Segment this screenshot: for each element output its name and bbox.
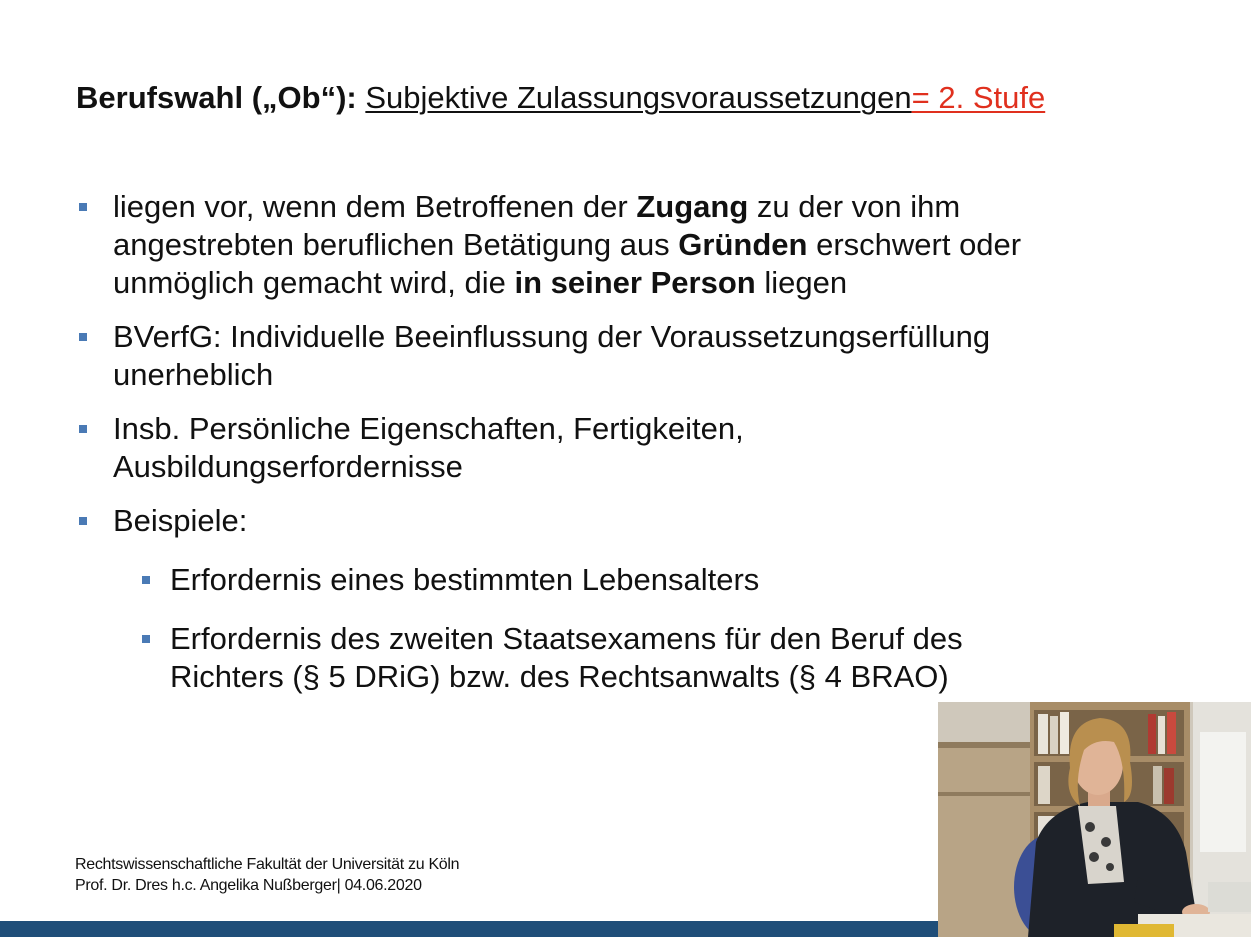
bullet-text: Erfordernis eines bestimmten Lebensalters (170, 562, 760, 597)
bullet-marker-icon (79, 425, 87, 433)
bullet-marker-icon (142, 635, 150, 643)
bullet-text: erschwert oder (807, 227, 1022, 262)
bullet-marker-icon (79, 203, 87, 211)
bullet-item (113, 188, 1021, 302)
bullet-text: BVerfG: Individuelle Beeinflussung der Voraussetzungserfüllung (113, 319, 991, 354)
presenter-webcam (938, 702, 1251, 937)
bullet-text-line (113, 264, 1021, 302)
bullet-emphasis: Gründen (678, 227, 808, 262)
bullet-text: Beispiele: (113, 503, 248, 538)
slide-footer (75, 854, 459, 896)
bullet-marker-icon (142, 576, 150, 584)
footer-faculty: Rechtswissenschaftliche Fakultät der Universität zu Köln (75, 856, 460, 873)
bullet-text-line (113, 188, 1021, 226)
bullet-emphasis: in seiner Person (514, 265, 756, 300)
bullet-text: angestrebten beruflichen Betätigung aus (113, 227, 679, 262)
bullet-text: unerheblich (113, 357, 274, 392)
title-bold-part: Berufswahl („Ob“): (76, 80, 357, 115)
footer-author-date: Prof. Dr. Dres h.c. Angelika Nußberger| 04.06.2020 (75, 877, 422, 894)
title-underlined-part: Subjektive Zulassungsvoraussetzungen (365, 80, 912, 115)
slide-title (76, 78, 1196, 118)
bullet-text: Richters (§ 5 DRiG) bzw. des Rechtsanwalts (§ 4 BRAO) (170, 659, 949, 694)
bullet-text: unmöglich gemacht wird, die (113, 265, 515, 300)
title-stage-part: = 2. Stufe (911, 80, 1046, 115)
bullet-text-line (113, 226, 1021, 264)
bullet-text: liegen vor, wenn dem Betroffenen der (113, 189, 637, 224)
bullet-text-line (113, 318, 990, 356)
bullet-text-line (170, 561, 759, 599)
bullet-text: Erfordernis des zweiten Staatsexamens für den Beruf des (170, 621, 963, 656)
bullet-text: Insb. Persönliche Eigenschaften, Fertigkeiten, (113, 411, 744, 446)
bullet-marker-icon (79, 333, 87, 341)
bullet-text: zu der von ihm (748, 189, 961, 224)
sub-bullet-item (170, 620, 963, 696)
bullet-text-line (113, 356, 990, 394)
bullet-text-line (113, 410, 744, 448)
presenter-video-image (938, 702, 1251, 937)
bullet-text-line (113, 502, 247, 540)
bullet-text-line (113, 448, 744, 486)
bullet-item (113, 502, 247, 540)
bullet-emphasis: Zugang (636, 189, 749, 224)
bullet-text: Ausbildungserfordernisse (113, 449, 463, 484)
sub-bullet-item (170, 561, 759, 599)
bullet-item (113, 410, 744, 486)
bullet-text-line (170, 620, 963, 658)
bullet-item (113, 318, 990, 394)
bullet-text-line (170, 658, 963, 696)
bullet-marker-icon (79, 517, 87, 525)
bullet-text: liegen (755, 265, 848, 300)
